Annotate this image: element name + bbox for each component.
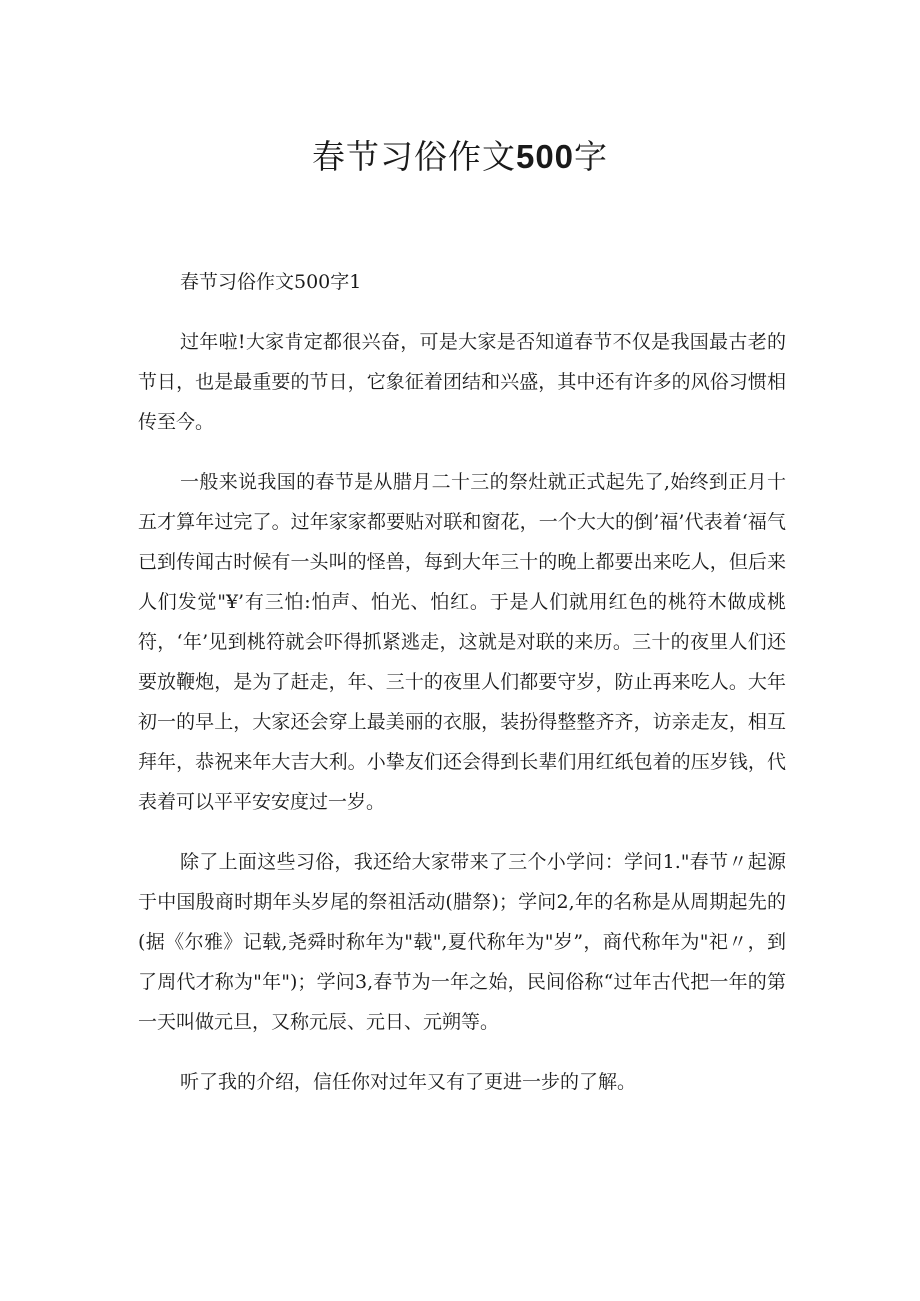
document-body: [138, 262, 786, 1122]
paragraph-knowledge: 除了上面这些习俗，我还给大家带来了三个小学问：学问1."春节〃起源于中国殷商时期年头岁尾的祭祖活动(腊祭)；学问2,年的名称是从周期起先的(据《尔雅》记载,尧舜时称年为"载",夏代称年为"岁”，商代称年为"祀〃，到了周代才称为"年")；学问3,春节为一年之始，民间俗称“过年古代把一年的第一天叫做元旦，又称元辰、元日、元朔等。: [138, 851, 786, 1033]
paragraph-customs: 一般来说我国的春节是从腊月二十三的祭灶就正式起先了,始终到正月十五才算年过完了。过年家家都要贴对联和窗花，一个大大的倒’福’代表着‘福气已到传闻古时候有一头叫的怪兽，每到大年三十的晚上都要出来吃人，但后来人们发觉"¥’有三怕:怕声、怕光、怕红。于是人们就用红色的桃符木做成桃符，‘年’见到桃符就会吓得抓紧逃走，这就是对联的来历。三十的夜里人们还要放鞭炮，是为了赶走，年、三十的夜里人们都要守岁，防止再来吃人。大年初一的早上，大家还会穿上最美丽的衣服，装扮得整整齐齐，访亲走友，相互拜年，恭祝来年大吉大利。小挚友们还会得到长辈们用红纸包着的压岁钱，代表着可以平平安安度过一岁。: [138, 471, 786, 813]
document-title: [0, 132, 920, 182]
title-suffix: 字: [574, 137, 609, 176]
title-prefix: 春节习俗作文: [311, 137, 516, 176]
title-number: 500: [515, 138, 575, 175]
section-subtitle: 春节习俗作文500字1: [180, 271, 362, 293]
paragraph-conclusion: 听了我的介绍，信任你对过年又有了更进一步的了解。: [180, 1071, 637, 1093]
paragraph-intro: 过年啦!大家肯定都很兴奋，可是大家是否知道春节不仅是我国最古老的节日，也是最重要的节日，它象征着团结和兴盛，其中还有许多的风俗习惯相传至今。: [138, 331, 786, 433]
